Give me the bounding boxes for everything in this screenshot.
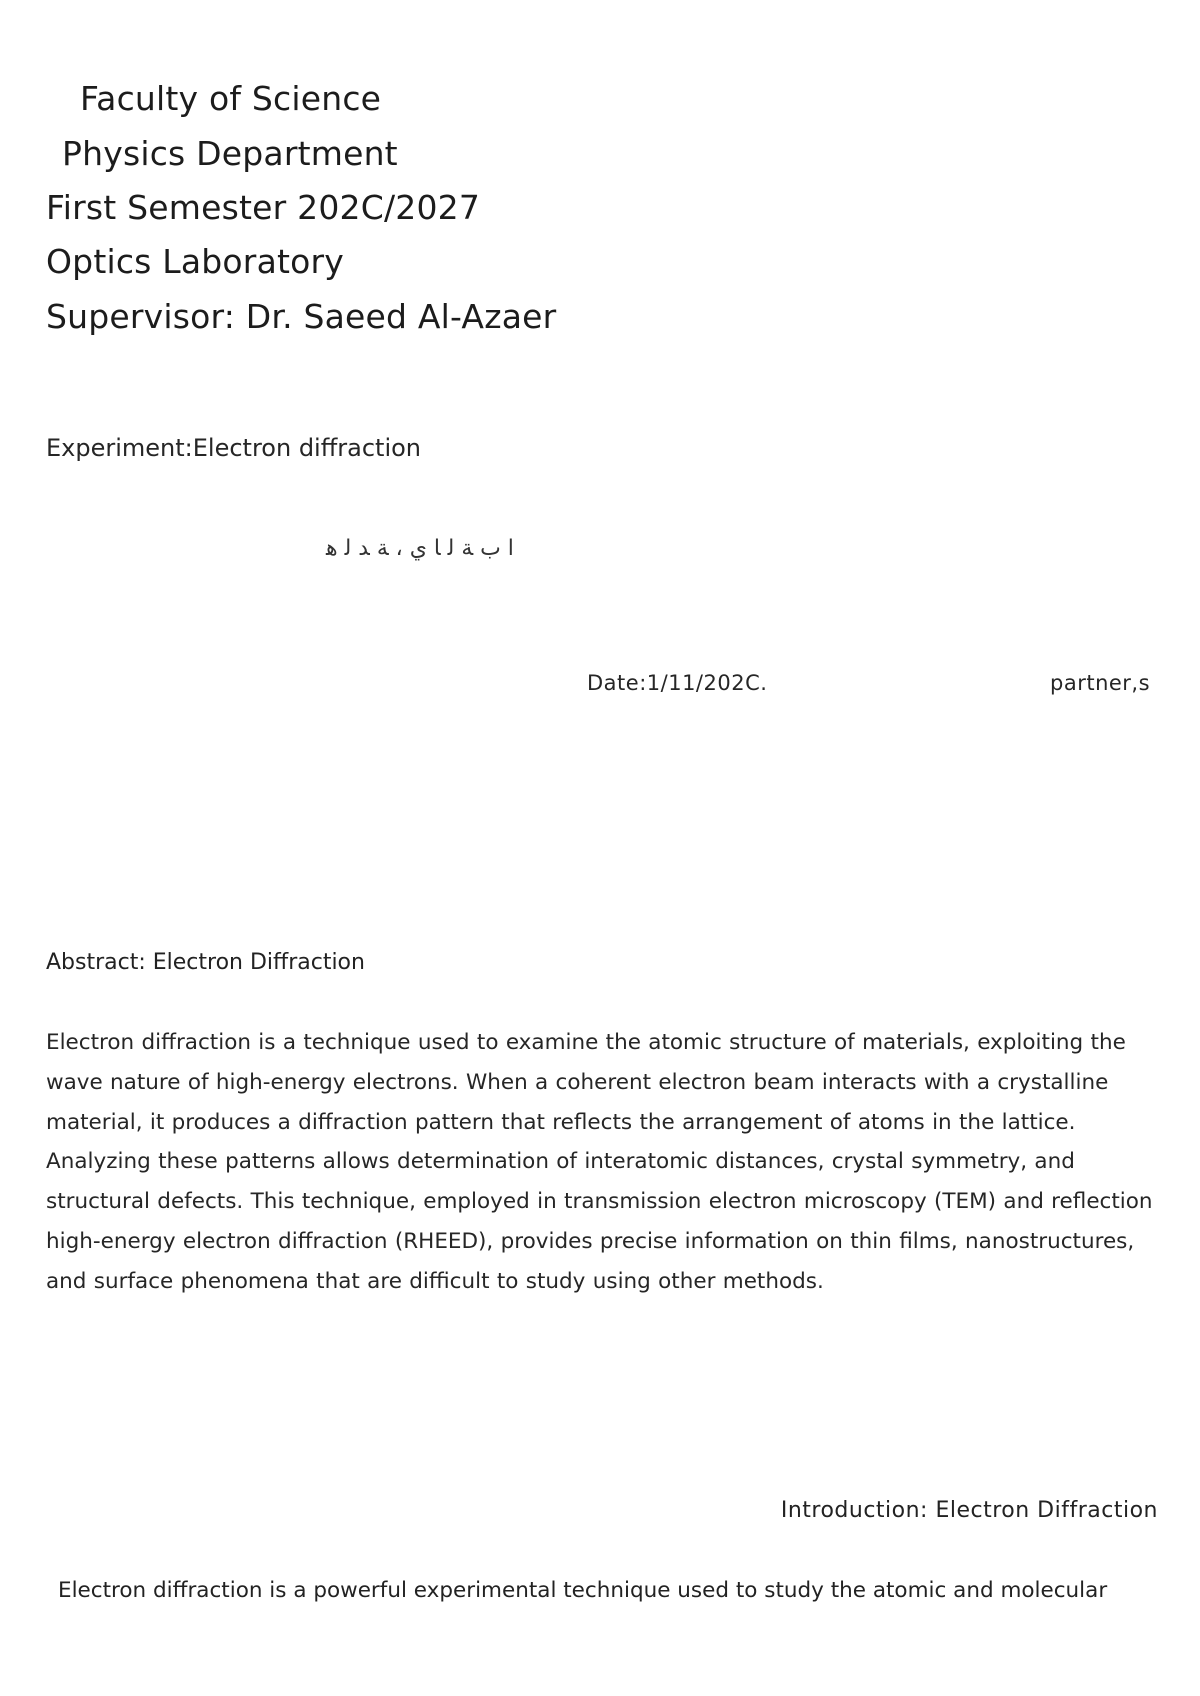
introduction-heading: Introduction: Electron Diffraction [780,1498,1158,1523]
supervisor-heading: Supervisor: Dr. Saeed Al-Azaer [46,297,557,336]
lab-heading: Optics Laboratory [46,242,345,281]
introduction-paragraph: Electron diffraction is a powerful experimental technique used to study the atomic and molecular [58,1578,1108,1603]
date-label: Date:1/11/202C. [587,671,768,695]
semester-heading: First Semester 202C/2027 [46,188,481,227]
abstract-heading: Abstract: Electron Diffraction [46,950,365,975]
experiment-title: Experiment:Electron diffraction [46,434,421,462]
student-names-arabic: ا ب ﺔ ﻟ ﺎ ي ، ﺔ ﺪ ﻟ ﻫ [326,536,514,561]
department-heading: Physics Department [62,134,398,173]
partners-label: partner,s [1050,671,1151,695]
abstract-paragraph: Electron diffraction is a technique used to examine the atomic structure of materials, exploiting the wave nature of high-energy electrons. When a coherent electron beam interacts with a crystalline material, it produces a diffraction pattern that reflects the arrangement of atoms in the lattice. Analyzing these patterns allows determination of interatomic distances, crystal symmetry, and structural defects. This technique, employed in transmission electron microscopy (TEM) and reflection high-energy electron diffraction (RHEED), provides precise information on thin films, nanostructures, and surface phenomena that are difficult to study using other methods. [46,1030,1153,1294]
faculty-heading: Faculty of Science [80,79,382,118]
